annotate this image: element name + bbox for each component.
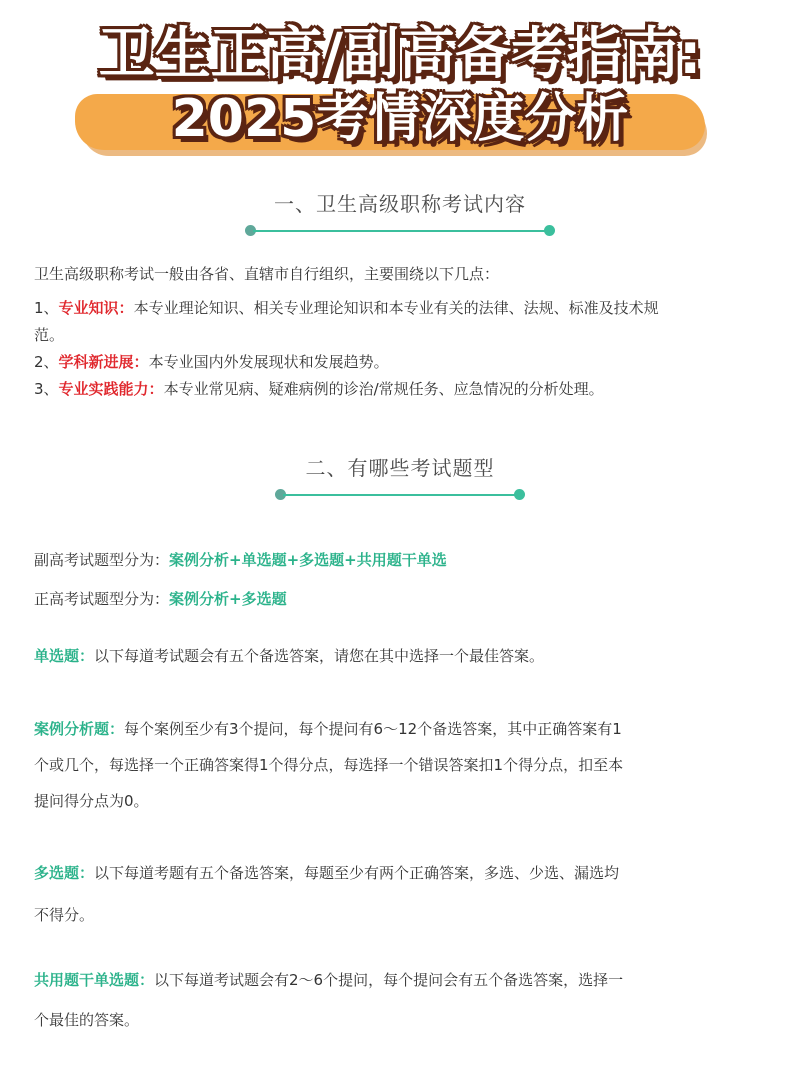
type-description: 以下每道考试题会有五个备选答案，请您在其中选择一个最佳答案。: [94, 647, 545, 665]
list-item: [34, 376, 744, 403]
list-item-text: 本专业国内外发展现状和发展趋势。: [148, 353, 389, 371]
divider-dot-icon: [544, 225, 555, 236]
list-item: [34, 349, 744, 376]
list-number: 2、: [34, 353, 59, 371]
zhenggao-label: 正高考试题型分为：: [34, 590, 170, 608]
divider-dot-icon: [514, 489, 525, 500]
section-heading-1: [0, 190, 800, 238]
list-number: 3、: [34, 380, 59, 398]
list-item-text: 本专业理论知识、相关专业理论知识和本专业有关的法律、法规、标准及技术规: [133, 299, 659, 317]
page-title-line-2: 2025考情深度分析: [171, 89, 629, 149]
type-case-analysis: [34, 711, 744, 819]
type-label: 单选题：: [34, 647, 95, 665]
type-description-continued: 提问得分点为0。: [34, 792, 149, 810]
list-item-label: 专业实践能力：: [58, 380, 164, 398]
type-multiple-choice: [34, 852, 744, 936]
section-heading-2: [0, 454, 800, 502]
section-title-content: 一、卫生高级职称考试内容: [274, 192, 526, 216]
list-item-label: 专业知识：: [58, 299, 134, 317]
page-title-line-1: 卫生正高/副高备考指南:: [98, 22, 702, 87]
hero-banner: [0, 0, 800, 170]
section-title-question-types: 二、有哪些考试题型: [305, 456, 495, 480]
list-item-label: 学科新进展：: [58, 353, 149, 371]
type-label: 多选题：: [34, 864, 95, 882]
type-description-continued: 个或几个，每选择一个正确答案得1个得分点，每选择一个错误答案扣1个得分点，扣至本: [34, 756, 624, 774]
content-list: [34, 295, 744, 403]
type-description-continued: 不得分。: [34, 906, 95, 924]
type-line: [34, 711, 744, 747]
list-number: 1、: [34, 299, 59, 317]
list-item-text-continued: 范。: [34, 326, 65, 344]
list-item: [34, 295, 744, 322]
type-description: 以下每道考题有五个备选答案，每题至少有两个正确答案，多选、少选、漏选均: [94, 864, 620, 882]
type-line: [34, 852, 744, 894]
intro-paragraph: 卫生高级职称考试一般由各省、直辖市自行组织，主要围绕以下几点：: [34, 265, 500, 283]
type-label: 案例分析题：: [34, 720, 125, 738]
fugao-types-line: [34, 549, 744, 571]
list-item-text: 本专业常见病、疑难病例的诊治/常规任务、应急情况的分析处理。: [163, 380, 604, 398]
type-shared-stem-single-choice: [34, 960, 744, 1040]
section-divider: [275, 488, 525, 502]
divider-line: [253, 230, 547, 232]
type-line: [34, 960, 744, 1000]
section-divider: [245, 224, 555, 238]
type-single-choice: [34, 645, 744, 667]
zhenggao-value: 案例分析+多选题: [169, 590, 287, 608]
divider-line: [283, 494, 517, 496]
zhenggao-types-line: [34, 588, 744, 610]
type-description-continued: 个最佳的答案。: [34, 1011, 140, 1029]
fugao-value: 案例分析+单选题+多选题+共用题干单选: [169, 551, 447, 569]
type-description: 以下每道考试题会有2～6个提问，每个提问会有五个备选答案，选择一: [154, 971, 624, 989]
fugao-label: 副高考试题型分为：: [34, 551, 170, 569]
type-label: 共用题干单选题：: [34, 971, 155, 989]
type-description: 每个案例至少有3个提问，每个提问有6～12个备选答案，其中正确答案有1: [124, 720, 622, 738]
